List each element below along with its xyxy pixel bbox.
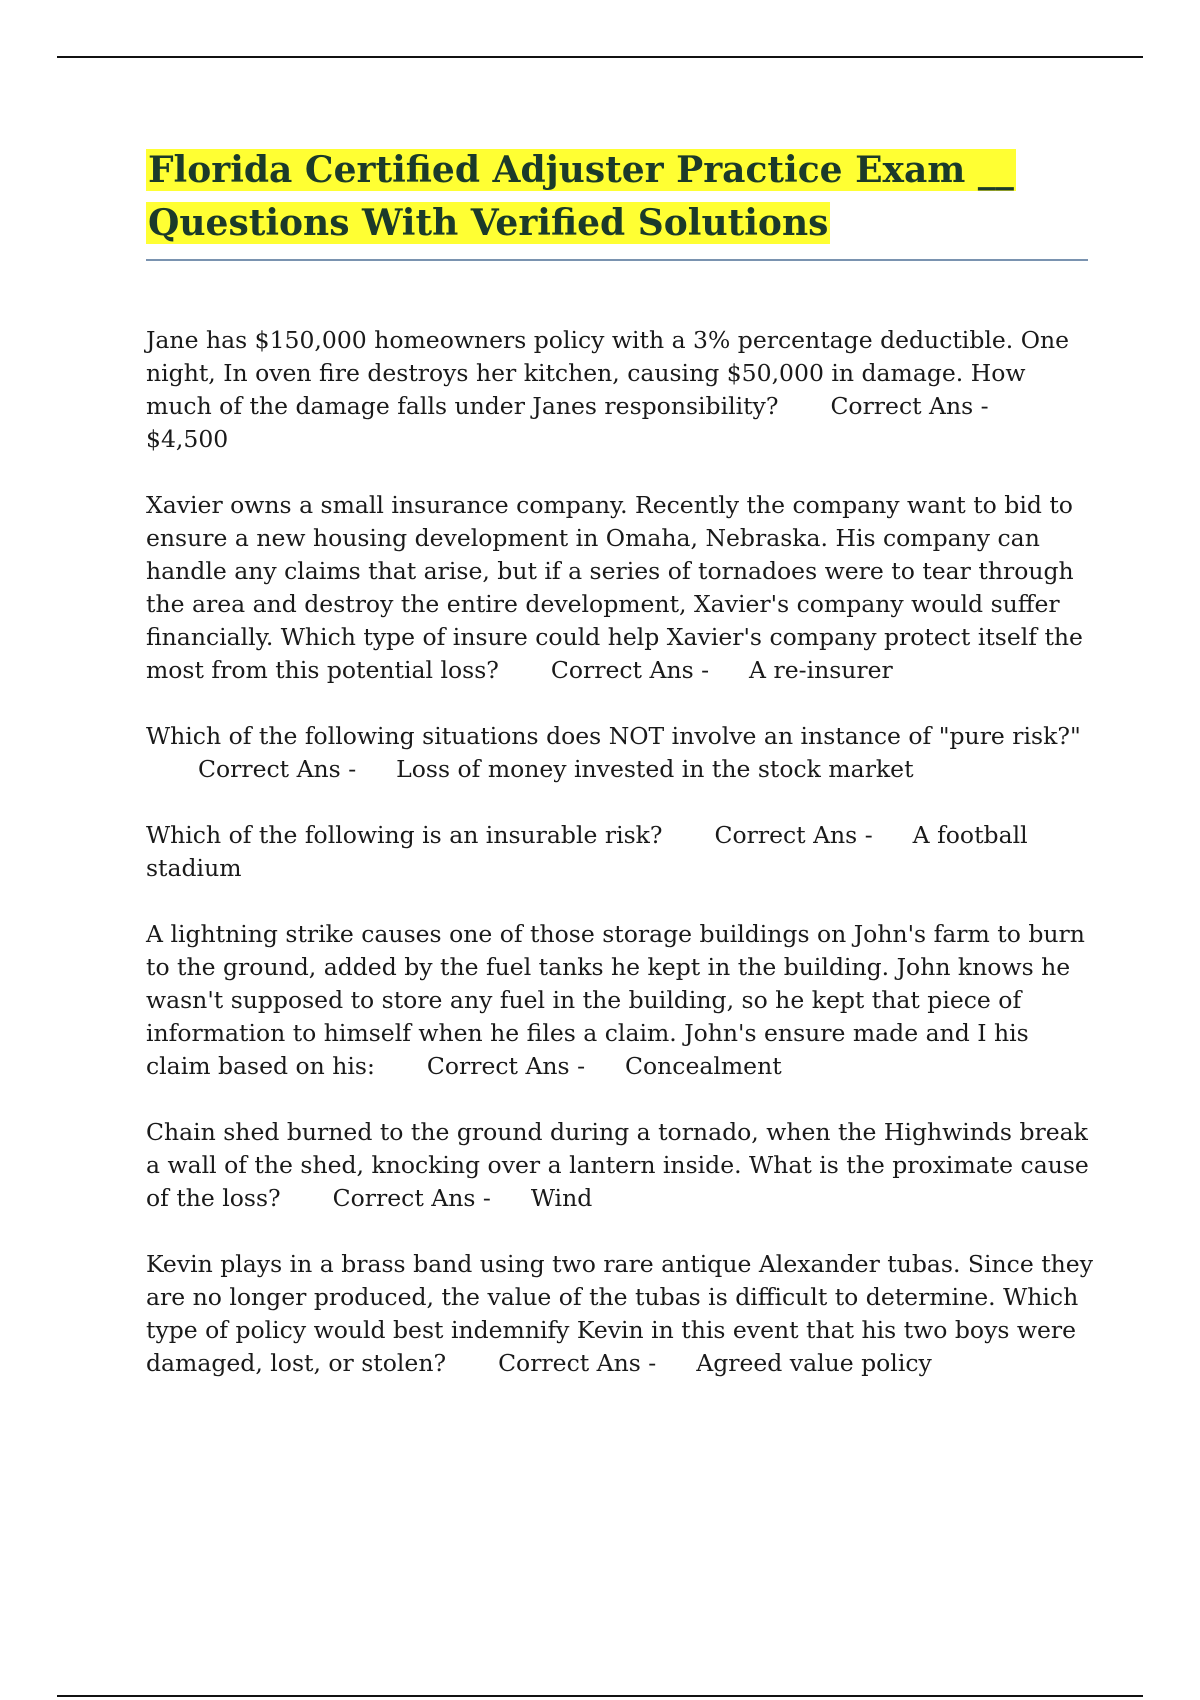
question-text: Which of the following situations does NOT involve an instance of "pure risk?" xyxy=(146,722,1081,750)
question-text: Jane has $150,000 homeowners policy with a 3% percentage deductible. One night, In oven fire destroys her kitchen, causing $50,000 in damage. How much of the damage falls under Janes responsibility? xyxy=(146,326,1070,420)
title-line-1: Florida Certified Adjuster Practice Exam __ xyxy=(148,149,1014,191)
answer-label: Correct Ans - xyxy=(332,1184,491,1212)
question-text: A lightning strike causes one of those storage buildings on John's farm to burn to the ground, added by the fuel tanks he kept in the building. John knows he wasn't supposed to store any fuel in the building, so he kept that piece of information to himself when he files a claim. John's ensure made and I his claim based on his: xyxy=(146,920,1085,1080)
question-text: Xavier owns a small insurance company. Recently the company want to bid to ensure a new housing development in Omaha, Nebraska. His company can handle any claims that arise, but if a series of tornadoes were to tear through the area and destroy the entire development, Xavier's company would suffer financially. Which type of insure could help Xavier's company protect itself the most from this potential loss? xyxy=(146,491,1083,684)
answer-label: Correct Ans - xyxy=(830,392,989,420)
qa-item-5 xyxy=(146,918,1096,1083)
answer-text: Agreed value policy xyxy=(696,1349,932,1377)
qa-item-4 xyxy=(146,819,1096,885)
question-text: Chain shed burned to the ground during a tornado, when the Highwinds break a wall of the shed, knocking over a lantern inside. What is the proximate cause of the loss? xyxy=(146,1118,1089,1212)
answer-label: Correct Ans - xyxy=(426,1052,586,1080)
answer-text: A football stadium xyxy=(146,821,1028,882)
qa-list xyxy=(146,324,1096,1413)
qa-item-7 xyxy=(146,1248,1096,1380)
answer-label: Correct Ans - xyxy=(714,821,873,849)
answer-text: A re-insurer xyxy=(749,656,893,684)
document-title xyxy=(146,144,1088,250)
qa-item-2 xyxy=(146,489,1096,687)
qa-item-1 xyxy=(146,324,1096,456)
answer-label: Correct Ans - xyxy=(498,1349,657,1377)
footer-rule xyxy=(57,1695,1143,1697)
answer-text: Concealment xyxy=(625,1052,782,1080)
header-rule xyxy=(57,56,1143,58)
question-text: Which of the following is an insurable risk? xyxy=(146,821,663,849)
answer-text: $4,500 xyxy=(146,425,229,453)
answer-text: Loss of money invested in the stock market xyxy=(396,755,914,783)
question-text: Kevin plays in a brass band using two rare antique Alexander tubas. Since they are no longer produced, the value of the tubas is difficult to determine. Which type of policy would best indemnify Kevin in this event that his two boys were damaged, lost, or stolen? xyxy=(146,1250,1093,1377)
document-title-block xyxy=(146,144,1088,250)
answer-text: Wind xyxy=(530,1184,593,1212)
title-line-2: Questions With Verified Solutions xyxy=(148,202,829,244)
qa-item-3 xyxy=(146,720,1096,786)
answer-label: Correct Ans - xyxy=(550,656,710,684)
title-underline xyxy=(146,259,1088,261)
answer-label: Correct Ans - xyxy=(198,755,357,783)
qa-item-6 xyxy=(146,1116,1096,1215)
